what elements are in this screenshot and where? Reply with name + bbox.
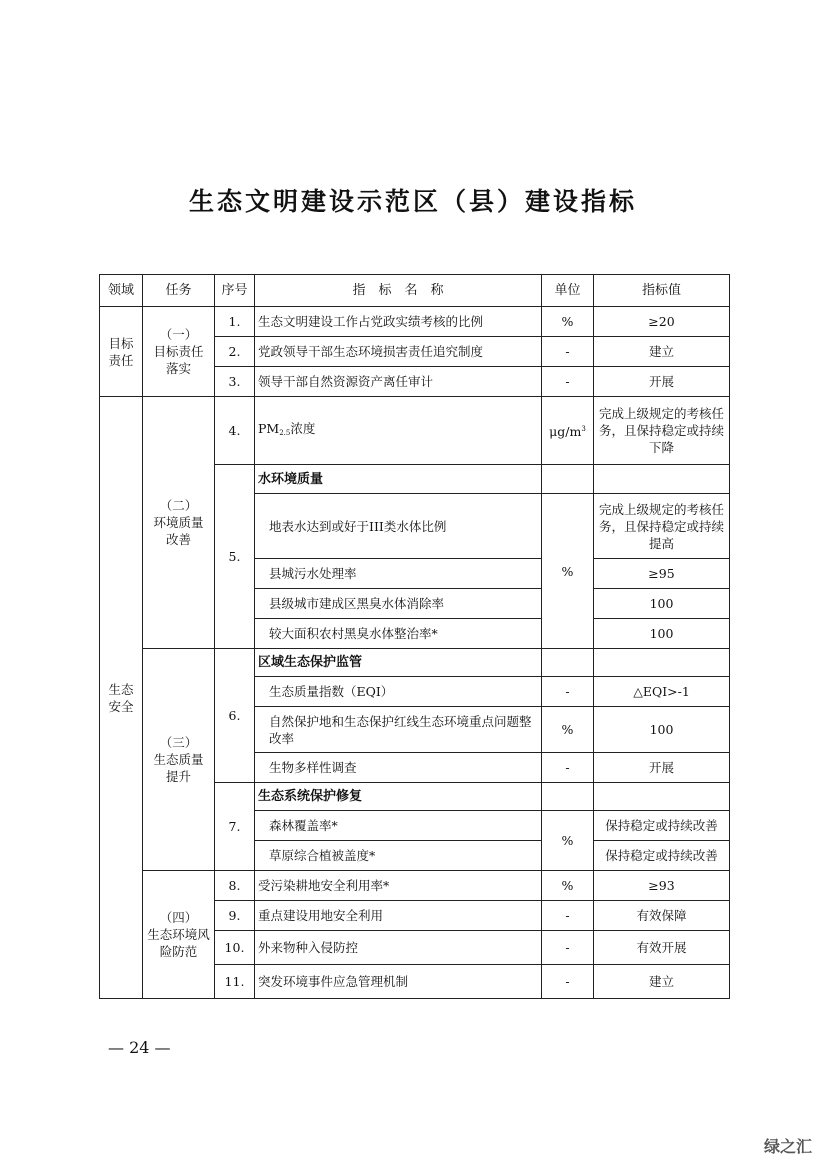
row-name: 突发环境事件应急管理机制 bbox=[255, 965, 542, 999]
row-name: 森林覆盖率* bbox=[255, 811, 542, 841]
table-header-row bbox=[100, 275, 730, 307]
row-value: 建立 bbox=[594, 965, 730, 999]
row-name: 领导干部自然资源资产离任审计 bbox=[255, 367, 542, 397]
indicator-table bbox=[99, 274, 730, 999]
row-name: 党政领导干部生态环境损害责任追究制度 bbox=[255, 337, 542, 367]
empty-cell bbox=[542, 465, 594, 494]
row-no: 6. bbox=[215, 649, 255, 783]
row-value: 100 bbox=[594, 707, 730, 753]
row-unit: - bbox=[542, 367, 594, 397]
row-value: 开展 bbox=[594, 367, 730, 397]
pm-suffix: 浓度 bbox=[290, 420, 316, 436]
row-value: ≥20 bbox=[594, 307, 730, 337]
row-no: 8. bbox=[215, 871, 255, 901]
row-name: 外来物种入侵防控 bbox=[255, 931, 542, 965]
header-name: 指 标 名 称 bbox=[255, 275, 542, 307]
task-cell-1: （一） 目标责任 落实 bbox=[143, 307, 215, 397]
row-name: 受污染耕地安全利用率* bbox=[255, 871, 542, 901]
row-no: 7. bbox=[215, 783, 255, 871]
row-unit: - bbox=[542, 901, 594, 931]
section-heading: 水环境质量 bbox=[255, 465, 542, 494]
header-no: 序号 bbox=[215, 275, 255, 307]
row-unit: - bbox=[542, 677, 594, 707]
row-value: 保持稳定或持续改善 bbox=[594, 841, 730, 871]
row-unit: - bbox=[542, 931, 594, 965]
page-number: — 24 — bbox=[108, 1038, 171, 1057]
row-unit: % bbox=[542, 811, 594, 871]
table-row bbox=[100, 649, 730, 677]
row-unit: % bbox=[542, 307, 594, 337]
section-heading: 生态系统保护修复 bbox=[255, 783, 542, 811]
row-value: 100 bbox=[594, 619, 730, 649]
row-no: 11. bbox=[215, 965, 255, 999]
row-name bbox=[255, 397, 542, 465]
row-name: 较大面积农村黑臭水体整治率* bbox=[255, 619, 542, 649]
row-unit bbox=[542, 397, 594, 465]
empty-cell bbox=[594, 649, 730, 677]
empty-cell bbox=[542, 649, 594, 677]
row-unit: % bbox=[542, 707, 594, 753]
domain-cell-target: 目标 责任 bbox=[100, 307, 143, 397]
page-title: 生态文明建设示范区（县）建设指标 bbox=[188, 187, 637, 216]
row-value: 有效开展 bbox=[594, 931, 730, 965]
row-unit: - bbox=[542, 753, 594, 783]
row-value: 有效保障 bbox=[594, 901, 730, 931]
row-value: 完成上级规定的考核任务，且保持稳定或持续下降 bbox=[594, 397, 730, 465]
row-name: 生态质量指数（EQI） bbox=[255, 677, 542, 707]
row-value: 开展 bbox=[594, 753, 730, 783]
pm-label: PM bbox=[258, 420, 280, 436]
row-name: 重点建设用地安全利用 bbox=[255, 901, 542, 931]
row-no: 9. bbox=[215, 901, 255, 931]
row-no: 5. bbox=[215, 465, 255, 649]
row-no: 2. bbox=[215, 337, 255, 367]
table-row bbox=[100, 397, 730, 465]
header-domain: 领域 bbox=[100, 275, 143, 307]
header-value: 指标值 bbox=[594, 275, 730, 307]
row-name: 生态文明建设工作占党政实绩考核的比例 bbox=[255, 307, 542, 337]
row-name: 县城污水处理率 bbox=[255, 559, 542, 589]
row-name: 自然保护地和生态保护红线生态环境重点问题整改率 bbox=[255, 707, 542, 753]
unit-superscript: 3 bbox=[581, 425, 586, 433]
row-name: 县级城市建成区黑臭水体消除率 bbox=[255, 589, 542, 619]
row-value: △EQI>-1 bbox=[594, 677, 730, 707]
task-cell-2: （二） 环境质量 改善 bbox=[143, 397, 215, 649]
row-value: 建立 bbox=[594, 337, 730, 367]
section-heading: 区域生态保护监管 bbox=[255, 649, 542, 677]
task-cell-4: （四） 生态环境风 险防范 bbox=[143, 871, 215, 999]
domain-cell-ecological-safety: 生态 安全 bbox=[100, 397, 143, 999]
unit-base: μg/m bbox=[549, 424, 582, 439]
row-value: ≥93 bbox=[594, 871, 730, 901]
row-value: 100 bbox=[594, 589, 730, 619]
table-row bbox=[100, 307, 730, 337]
pm-subscript: 2.5 bbox=[279, 428, 291, 437]
row-name: 草原综合植被盖度* bbox=[255, 841, 542, 871]
header-task: 任务 bbox=[143, 275, 215, 307]
row-no: 3. bbox=[215, 367, 255, 397]
table-row bbox=[100, 871, 730, 901]
watermark-logo: 绿之汇 bbox=[763, 1137, 812, 1156]
empty-cell bbox=[542, 783, 594, 811]
task-cell-3: （三） 生态质量 提升 bbox=[143, 649, 215, 871]
empty-cell bbox=[594, 783, 730, 811]
row-name: 生物多样性调查 bbox=[255, 753, 542, 783]
row-value: 完成上级规定的考核任务，且保持稳定或持续提高 bbox=[594, 494, 730, 559]
row-no: 1. bbox=[215, 307, 255, 337]
row-value: 保持稳定或持续改善 bbox=[594, 811, 730, 841]
row-value: ≥95 bbox=[594, 559, 730, 589]
row-name: 地表水达到或好于III类水体比例 bbox=[255, 494, 542, 559]
row-unit: % bbox=[542, 494, 594, 649]
empty-cell bbox=[594, 465, 730, 494]
row-no: 10. bbox=[215, 931, 255, 965]
header-unit: 单位 bbox=[542, 275, 594, 307]
row-unit: % bbox=[542, 871, 594, 901]
row-unit: - bbox=[542, 965, 594, 999]
row-unit: - bbox=[542, 337, 594, 367]
row-no: 4. bbox=[215, 397, 255, 465]
